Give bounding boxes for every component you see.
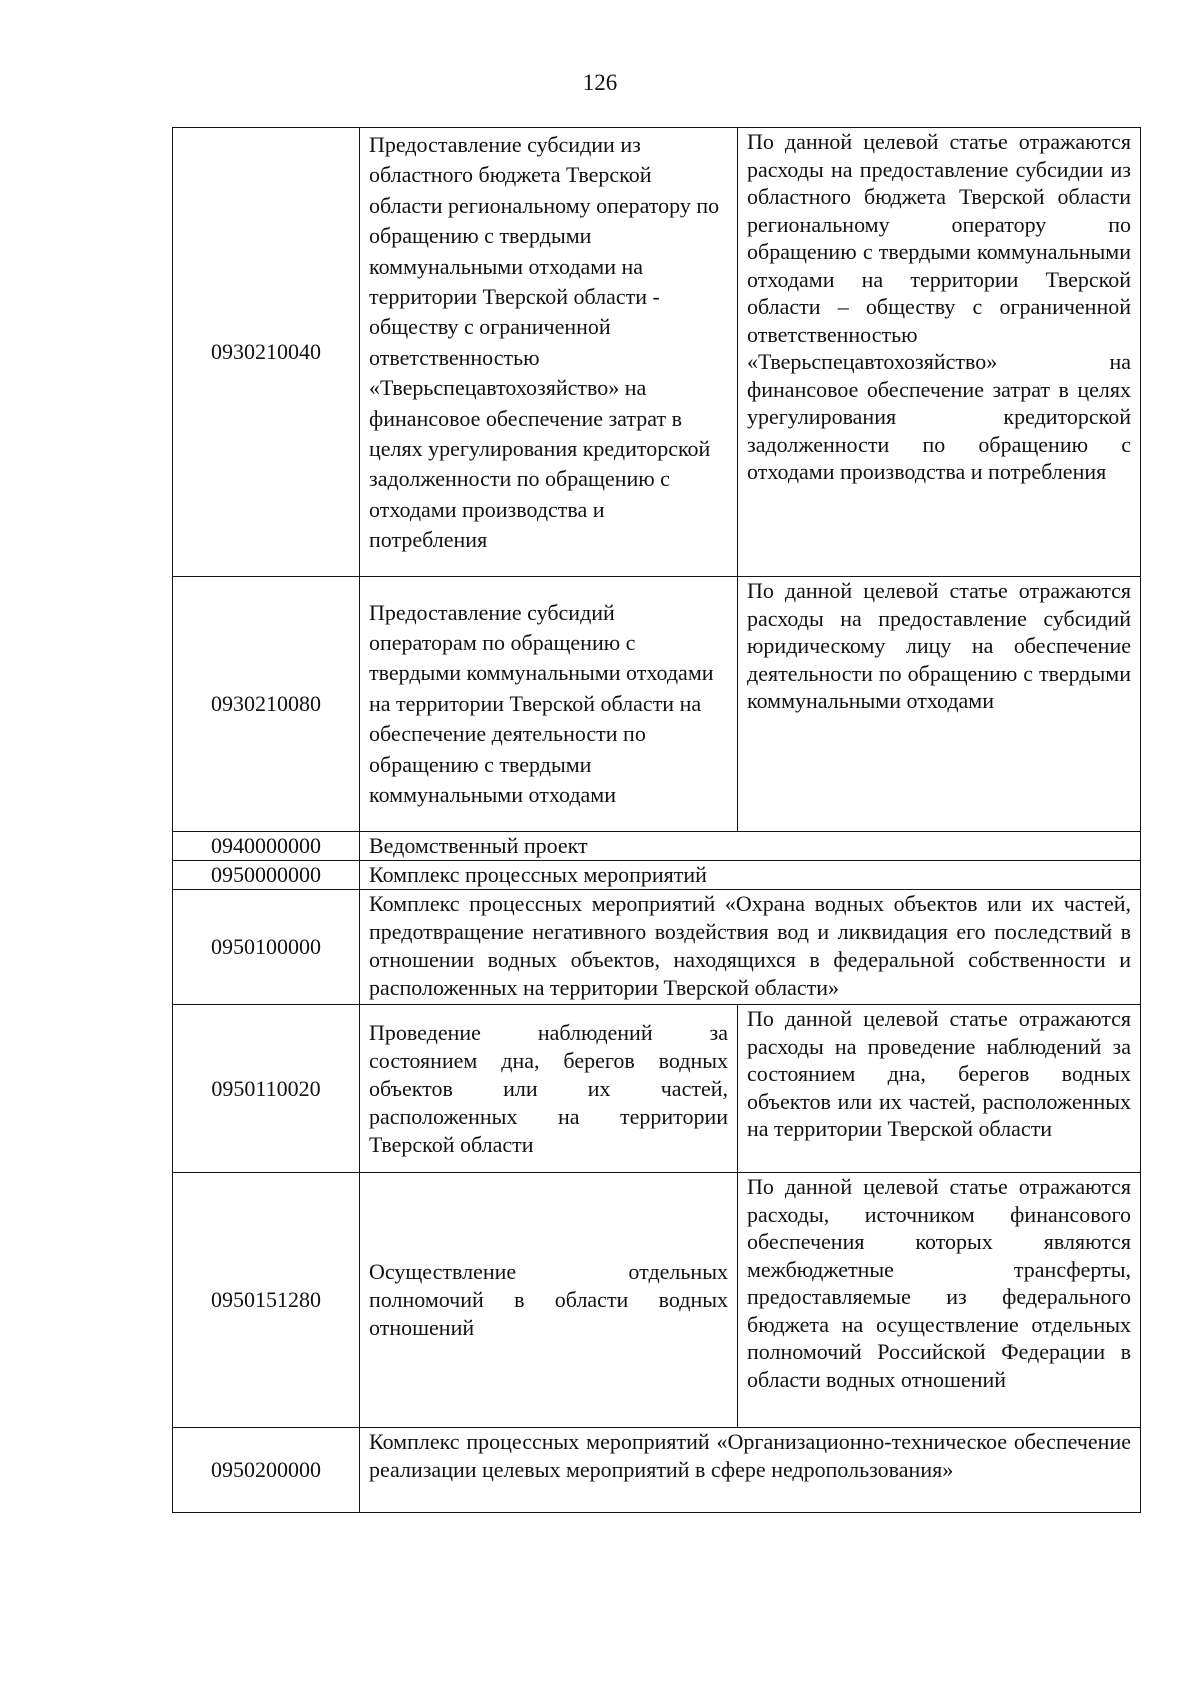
name-cell: Ведомственный проект — [360, 832, 1141, 861]
table-row — [173, 890, 1141, 1005]
page-number: 126 — [582, 70, 618, 95]
code-cell: 0950100000 — [173, 890, 360, 1005]
note-cell: По данной целевой статье отражаются расходы, источником финансового обеспечения которых являются межбюджетные трансферты, предоставляемые из федерального бюджета на осуществление отдельных полномочий Российской Федерации в области водных отношений — [738, 1173, 1141, 1428]
name-cell: Комплекс процессных мероприятий «Организационно-техническое обеспечение реализации целевых мероприятий в сфере недропользования» — [360, 1428, 1141, 1513]
note-cell: По данной целевой статье отражаются расходы на предоставление субсидии из областного бюджета Тверской области региональному оператору по обращению с твердыми коммунальными отходами на территории Тверской области – обществу с ограниченной ответственностью «Тверьспецавтохозяйство» на финансовое обеспечение затрат в целях урегулирования кредиторской задолженности по обращению с отходами производства и потребления — [738, 128, 1141, 577]
name-cell: Проведение наблюдений за состоянием дна, берегов водных объектов или их частей, расположенных на территории Тверской области — [360, 1005, 738, 1173]
name-cell: Комплекс процессных мероприятий «Охрана водных объектов или их частей, предотвращение негативного воздействия вод и ликвидация его последствий в отношении водных объектов, находящихся в федеральной собственности и расположенных на территории Тверской области» — [360, 890, 1141, 1005]
name-cell: Осуществление отдельных полномочий в области водных отношений — [360, 1173, 738, 1428]
code-cell: 0950200000 — [173, 1428, 360, 1513]
note-cell: По данной целевой статье отражаются расходы на предоставление субсидий юридическому лицу на обеспечение деятельности по обращению с твердыми коммунальными отходами — [738, 577, 1141, 832]
table-row — [173, 861, 1141, 890]
table-row — [173, 1428, 1141, 1513]
note-cell: По данной целевой статье отражаются расходы на проведение наблюдений за состоянием дна, берегов водных объектов или их частей, расположенных на территории Тверской области — [738, 1005, 1141, 1173]
table-row — [173, 1173, 1141, 1428]
code-cell: 0940000000 — [173, 832, 360, 861]
code-cell: 0930210080 — [173, 577, 360, 832]
name-cell: Предоставление субсидии из областного бюджета Тверской области региональному оператору по обращению с твердыми коммунальными отходами на территории Тверской области - обществу с ограниченной ответственностью «Тверьспецавтохозяйство» на финансовое обеспечение затрат в целях урегулирования кредиторской задолженности по обращению с отходами производства и потребления — [360, 128, 738, 577]
code-cell: 0950000000 — [173, 861, 360, 890]
name-cell: Предоставление субсидий операторам по обращению с твердыми коммунальными отходами на территории Тверской области на обеспечение деятельности по обращению с твердыми коммунальными отходами — [360, 577, 738, 832]
table-row — [173, 832, 1141, 861]
budget-classification-table — [172, 127, 1141, 1513]
code-cell: 0950110020 — [173, 1005, 360, 1173]
name-cell: Комплекс процессных мероприятий — [360, 861, 1141, 890]
table-row — [173, 128, 1141, 577]
table-row — [173, 1005, 1141, 1173]
table-row — [173, 577, 1141, 832]
code-cell: 0950151280 — [173, 1173, 360, 1428]
code-cell: 0930210040 — [173, 128, 360, 577]
